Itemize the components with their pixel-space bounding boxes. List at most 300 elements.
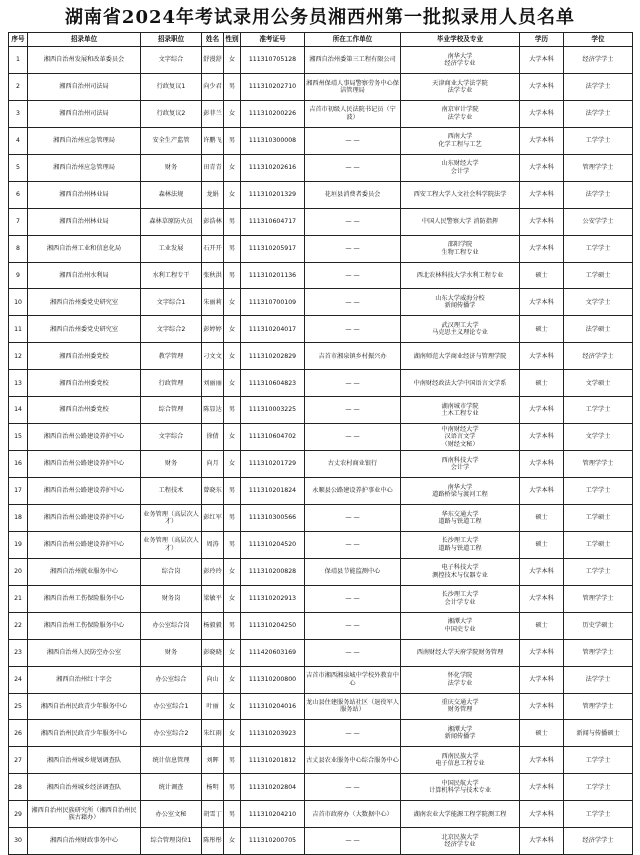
recruiting-unit-cell: 湘西自治州水利局 [28,262,141,289]
position-cell: 行政管理 [141,370,202,397]
row-number-cell: 10 [9,289,28,316]
current-employer-cell: — — [305,316,401,343]
recruiting-unit-cell: 湘西自治州红十字会 [28,666,141,693]
ticket-number-cell: 111310202710 [241,73,305,100]
school-and-major-cell: 华东交通大学 道路与铁道工程 [401,504,520,531]
header-cell: 招录单位 [28,33,141,47]
recruiting-unit-cell: 湘西自治州公路建设养护中心 [28,478,141,505]
row-number-cell: 7 [9,208,28,235]
current-employer-cell: 吉首市湘西湘泉城中学校外教育中心 [305,666,401,693]
position-cell: 文字综合1 [141,289,202,316]
row-number-cell: 24 [9,666,28,693]
school-and-major-cell: 中南财经政法大学中国语言文学系 [401,370,520,397]
row-number-cell: 9 [9,262,28,289]
position-cell: 行政复议1 [141,73,202,100]
ticket-number-cell: 111310202829 [241,343,305,370]
gender-cell: 男 [224,801,241,828]
table-row [9,127,633,154]
header-cell: 姓名 [202,33,224,47]
name-cell: 石开开 [202,235,224,262]
name-cell: 周涛 [202,531,224,558]
current-employer-cell: — — [305,531,401,558]
name-cell: 龙娟 [202,181,224,208]
row-number-cell: 29 [9,801,28,828]
ticket-number-cell: 111310202616 [241,154,305,181]
gender-cell: 男 [224,504,241,531]
degree-cell: 工学学士 [564,558,633,585]
ticket-number-cell: 111310201824 [241,478,305,505]
recruiting-unit-cell: 湘西自治州林业局 [28,181,141,208]
school-and-major-cell: 北京民族大学 经济学专业 [401,828,520,855]
ticket-number-cell: 111310201812 [241,747,305,774]
school-and-major-cell: 西南科技大学 会计学 [401,451,520,478]
recruiting-unit-cell: 湘西自治州民政青少年服务中心 [28,720,141,747]
position-cell: 办公室综合岗 [141,612,202,639]
current-employer-cell: — — [305,612,401,639]
current-employer-cell: — — [305,262,401,289]
position-cell: 行政复议2 [141,100,202,127]
education-cell: 大学本科 [520,424,564,451]
school-and-major-cell: 西南财经大学天府学院财务管理 [401,639,520,666]
education-cell: 大学本科 [520,154,564,181]
recruiting-unit-cell: 湘西自治州委党校 [28,397,141,424]
gender-cell: 男 [224,208,241,235]
education-cell: 硕士 [520,316,564,343]
degree-cell: 公安学学士 [564,208,633,235]
ticket-number-cell: 111310700109 [241,289,305,316]
row-number-cell: 14 [9,397,28,424]
header-cell: 序号 [9,33,28,47]
education-cell: 大学本科 [520,801,564,828]
name-cell: 刁文文 [202,343,224,370]
recruiting-unit-cell: 湘西自治州应急管理局 [28,154,141,181]
table-row [9,504,633,531]
name-cell: 向少君 [202,73,224,100]
school-and-major-cell: 西南大学 化学工程与工艺 [401,127,520,154]
school-and-major-cell: 西北农林科技大学水利工程专业 [401,262,520,289]
school-and-major-cell: 武汉理工大学 马克思主义理论专业 [401,316,520,343]
table-row [9,424,633,451]
name-cell: 梁敏平 [202,585,224,612]
ticket-number-cell: 111310203923 [241,720,305,747]
current-employer-cell: 吉首市初级人民法院书记员（宁波） [305,100,401,127]
position-cell: 森林草原防火员 [141,208,202,235]
degree-cell: 工学学士 [564,774,633,801]
header-cell: 性别 [224,33,241,47]
position-cell: 文字综合2 [141,316,202,343]
ticket-number-cell: 111310205917 [241,235,305,262]
gender-cell: 男 [224,235,241,262]
ticket-number-cell: 111310204016 [241,693,305,720]
degree-cell: 经济学学士 [564,343,633,370]
recruiting-unit-cell: 湘西自治州公路建设养护中心 [28,504,141,531]
recruiting-unit-cell: 湘西自治州城乡规划调查队 [28,747,141,774]
table-row [9,558,633,585]
degree-cell: 经济学学士 [564,828,633,855]
current-employer-cell: — — [305,504,401,531]
ticket-number-cell: 111310200828 [241,558,305,585]
row-number-cell: 15 [9,424,28,451]
school-and-major-cell: 湖南师范大学商业经济与管理学院 [401,343,520,370]
header-cell: 毕业学校及专业 [401,33,520,47]
gender-cell: 男 [224,612,241,639]
degree-cell: 工学学士 [564,397,633,424]
current-employer-cell: — — [305,424,401,451]
education-cell: 硕士 [520,531,564,558]
school-and-major-cell: 中南财经大学 汉语言文学 （财经文秘） [401,424,520,451]
row-number-cell: 16 [9,451,28,478]
ticket-number-cell: 111310300008 [241,127,305,154]
current-employer-cell: — — [305,720,401,747]
education-cell: 大学本科 [520,478,564,505]
school-and-major-cell: 邵阳学院 生物工程专业 [401,235,520,262]
current-employer-cell: 保靖县节能监测中心 [305,558,401,585]
gender-cell: 女 [224,666,241,693]
table-row [9,73,633,100]
gender-cell: 女 [224,316,241,343]
name-cell: 叶丽 [202,693,224,720]
recruiting-unit-cell: 湘西自治州工伤保险服务中心 [28,612,141,639]
gender-cell: 女 [224,720,241,747]
education-cell: 大学本科 [520,343,564,370]
gender-cell: 男 [224,397,241,424]
ticket-number-cell: 111310604717 [241,208,305,235]
row-number-cell: 13 [9,370,28,397]
current-employer-cell: — — [305,208,401,235]
position-cell: 办公室综合2 [141,720,202,747]
gender-cell: 女 [224,343,241,370]
name-cell: 彭玲玲 [202,558,224,585]
degree-cell: 管理学学士 [564,585,633,612]
name-cell: 向山 [202,666,224,693]
name-cell: 徐倩 [202,424,224,451]
school-and-major-cell: 湖南城市学院 土木工程专业 [401,397,520,424]
row-number-cell: 30 [9,828,28,855]
ticket-number-cell: 111310604823 [241,370,305,397]
school-and-major-cell: 南华大学 道路桥梁与渡河工程 [401,478,520,505]
degree-cell: 历史学硕士 [564,612,633,639]
row-number-cell: 25 [9,693,28,720]
gender-cell: 女 [224,828,241,855]
row-number-cell: 2 [9,73,28,100]
row-number-cell: 8 [9,235,28,262]
ticket-number-cell: 111310200800 [241,666,305,693]
header-cell: 所在工作单位 [305,33,401,47]
ticket-number-cell: 111310200705 [241,828,305,855]
current-employer-cell: 龙山县住建服务站社区（退役军人服务站） [305,693,401,720]
table-row [9,693,633,720]
table-row [9,531,633,558]
ticket-number-cell: 111310204210 [241,801,305,828]
school-and-major-cell: 南华大学 经济学专业 [401,47,520,74]
position-cell: 工程技术 [141,478,202,505]
current-employer-cell: — — [305,235,401,262]
position-cell: 安全生产监管 [141,127,202,154]
school-and-major-cell: 山东财经大学 会计学 [401,154,520,181]
gender-cell: 女 [224,181,241,208]
education-cell: 硕士 [520,370,564,397]
position-cell: 办公室综合 [141,666,202,693]
gender-cell: 女 [224,585,241,612]
position-cell: 业务管理（高层次人才） [141,531,202,558]
degree-cell: 新闻与传播硕士 [564,720,633,747]
recruiting-unit-cell: 湘西自治州民政青少年服务中心 [28,693,141,720]
degree-cell: 管理学学士 [564,154,633,181]
position-cell: 工业发展 [141,235,202,262]
ticket-number-cell: 111310200226 [241,100,305,127]
degree-cell: 管理学学士 [564,693,633,720]
ticket-number-cell: 111310201329 [241,181,305,208]
current-employer-cell: 古丈县农业服务中心综合服务中心 [305,747,401,774]
degree-cell: 法学硕士 [564,316,633,343]
school-and-major-cell: 怀化学院 法学专业 [401,666,520,693]
position-cell: 办公室综合1 [141,693,202,720]
education-cell: 大学本科 [520,289,564,316]
recruiting-unit-cell: 湘西自治州委党校 [28,370,141,397]
name-cell: 朱红雨 [202,720,224,747]
recruiting-unit-cell: 湘西自治州就业服务中心 [28,558,141,585]
current-employer-cell: 湘西自治州委第三工程有限公司 [305,47,401,74]
education-cell: 大学本科 [520,397,564,424]
education-cell: 大学本科 [520,181,564,208]
education-cell: 大学本科 [520,828,564,855]
recruiting-unit-cell: 湘西自治州林业局 [28,208,141,235]
current-employer-cell: — — [305,289,401,316]
table-row [9,262,633,289]
table-row [9,666,633,693]
name-cell: 彭浩林 [202,208,224,235]
current-employer-cell: — — [305,127,401,154]
row-number-cell: 3 [9,100,28,127]
degree-cell: 文学学士 [564,424,633,451]
recruiting-unit-cell: 湘西自治州民族研究所（湘西自治州民族古籍办） [28,801,141,828]
table-row [9,720,633,747]
recruiting-unit-cell: 湘西自治州委党校 [28,343,141,370]
gender-cell: 男 [224,478,241,505]
row-number-cell: 23 [9,639,28,666]
gender-cell: 女 [224,289,241,316]
recruiting-unit-cell: 湘西自治州应急管理局 [28,127,141,154]
gender-cell: 男 [224,531,241,558]
name-cell: 曾晓东 [202,478,224,505]
name-cell: 彭红军 [202,504,224,531]
gender-cell: 男 [224,127,241,154]
position-cell: 综合管理 [141,397,202,424]
school-and-major-cell: 长沙理工大学 道路与铁道工程 [401,531,520,558]
degree-cell: 工学硕士 [564,262,633,289]
table-row [9,154,633,181]
header-row [9,33,633,47]
recruiting-unit-cell: 湘西自治州工业和信息化局 [28,235,141,262]
table-row [9,316,633,343]
education-cell: 大学本科 [520,747,564,774]
position-cell: 财务 [141,639,202,666]
header-cell: 学历 [520,33,564,47]
ticket-number-cell: 111310202804 [241,774,305,801]
header-cell: 学位 [564,33,633,47]
recruiting-unit-cell: 湘西自治州工伤保险服务中心 [28,585,141,612]
recruiting-unit-cell: 湘西自治州公路建设养护中心 [28,451,141,478]
current-employer-cell: — — [305,774,401,801]
name-cell: 彭晓晓 [202,639,224,666]
row-number-cell: 5 [9,154,28,181]
education-cell: 硕士 [520,720,564,747]
gender-cell: 女 [224,154,241,181]
education-cell: 大学本科 [520,451,564,478]
school-and-major-cell: 山东大学威海分校 新闻传播学 [401,289,520,316]
name-cell: 杨明 [202,774,224,801]
gender-cell: 男 [224,73,241,100]
current-employer-cell: 吉首市湘泉镇乡村振兴办 [305,343,401,370]
education-cell: 大学本科 [520,127,564,154]
gender-cell: 女 [224,370,241,397]
header-cell: 准考证号 [241,33,305,47]
gender-cell: 男 [224,747,241,774]
ticket-number-cell: 111420603169 [241,639,305,666]
current-employer-cell: 花垣县消费者委员会 [305,181,401,208]
ticket-number-cell: 111310204017 [241,316,305,343]
ticket-number-cell: 111310003225 [241,397,305,424]
current-employer-cell: 古丈农村商业银行 [305,451,401,478]
education-cell: 大学本科 [520,235,564,262]
name-cell: 田青青 [202,154,224,181]
position-cell: 办公室文秘 [141,801,202,828]
table-row [9,235,633,262]
table-row [9,47,633,74]
ticket-number-cell: 111310202913 [241,585,305,612]
current-employer-cell: — — [305,397,401,424]
table-row [9,747,633,774]
school-and-major-cell: 中国人民警察大学 消防指挥 [401,208,520,235]
name-cell: 陈彤彤 [202,828,224,855]
table-body [9,47,633,855]
recruiting-unit-cell: 湘西自治州公路建设养护中心 [28,424,141,451]
name-cell: 舒漫舒 [202,47,224,74]
ticket-number-cell: 111310300566 [241,504,305,531]
position-cell: 统计信息管理 [141,747,202,774]
position-cell: 财务 [141,451,202,478]
education-cell: 大学本科 [520,73,564,100]
degree-cell: 工学学士 [564,127,633,154]
table-row [9,289,633,316]
recruiting-unit-cell: 湘西自治州司法局 [28,100,141,127]
row-number-cell: 20 [9,558,28,585]
education-cell: 大学本科 [520,558,564,585]
table-row [9,612,633,639]
degree-cell: 法学学士 [564,73,633,100]
name-cell: 张秋洪 [202,262,224,289]
education-cell: 大学本科 [520,774,564,801]
row-number-cell: 19 [9,531,28,558]
position-cell: 综合岗 [141,558,202,585]
ticket-number-cell: 111310201729 [241,451,305,478]
recruiting-unit-cell: 湘西自治州城乡经济调查队 [28,774,141,801]
table-row [9,100,633,127]
name-cell: 彭菲兰 [202,100,224,127]
row-number-cell: 28 [9,774,28,801]
gender-cell: 男 [224,262,241,289]
degree-cell: 管理学学士 [564,639,633,666]
school-and-major-cell: 长沙理工大学 会计学专业 [401,585,520,612]
name-cell: 朱丽莉 [202,289,224,316]
school-and-major-cell: 西安工程大学人文社会科学院法学 [401,181,520,208]
education-cell: 硕士 [520,262,564,289]
school-and-major-cell: 湘潭大学 新闻传播学 [401,720,520,747]
row-number-cell: 27 [9,747,28,774]
name-cell: 彭婷婷 [202,316,224,343]
degree-cell: 工学学士 [564,235,633,262]
ticket-number-cell: 111310201136 [241,262,305,289]
row-number-cell: 1 [9,47,28,74]
position-cell: 教学管理 [141,343,202,370]
row-number-cell: 6 [9,181,28,208]
school-and-major-cell: 电子科技大学 测控技术与仪器专业 [401,558,520,585]
gender-cell: 女 [224,424,241,451]
table-row [9,451,633,478]
name-cell: 胡雪丁 [202,801,224,828]
education-cell: 大学本科 [520,208,564,235]
recruiting-unit-cell: 湘西自治州发展和改革委员会 [28,47,141,74]
degree-cell: 经济学学士 [564,47,633,74]
current-employer-cell: — — [305,828,401,855]
table-row [9,397,633,424]
degree-cell: 文学学士 [564,289,633,316]
row-number-cell: 12 [9,343,28,370]
current-employer-cell: — — [305,154,401,181]
row-number-cell: 26 [9,720,28,747]
row-number-cell: 17 [9,478,28,505]
education-cell: 硕士 [520,612,564,639]
table-row [9,370,633,397]
degree-cell: 管理学学士 [564,451,633,478]
current-employer-cell: — — [305,585,401,612]
education-cell: 大学本科 [520,100,564,127]
table-row [9,639,633,666]
table-row [9,478,633,505]
school-and-major-cell: 西南民族大学 电子信息工程专业 [401,747,520,774]
degree-cell: 工学硕士 [564,504,633,531]
position-cell: 森林法规 [141,181,202,208]
education-cell: 硕士 [520,504,564,531]
name-cell: 陈显达 [202,397,224,424]
ticket-number-cell: 111310604702 [241,424,305,451]
name-cell: 许鹏飞 [202,127,224,154]
school-and-major-cell: 中国民航大学 计算机科学与技术专业 [401,774,520,801]
table-row [9,801,633,828]
degree-cell: 法学学士 [564,181,633,208]
education-cell: 大学本科 [520,639,564,666]
ticket-number-cell: 111310204250 [241,612,305,639]
name-cell: 杨毅毅 [202,612,224,639]
current-employer-cell: 吉首市政府办（大数据中心） [305,801,401,828]
degree-cell: 工学学士 [564,747,633,774]
row-number-cell: 11 [9,316,28,343]
school-and-major-cell: 南京审计学院 法学专业 [401,100,520,127]
gender-cell: 女 [224,693,241,720]
degree-cell: 法学学士 [564,666,633,693]
recruiting-unit-cell: 湘西自治州委党史研究室 [28,289,141,316]
education-cell: 大学本科 [520,47,564,74]
current-employer-cell: — — [305,370,401,397]
gender-cell: 女 [224,558,241,585]
name-cell: 向月 [202,451,224,478]
recruiting-unit-cell: 湘西自治州公路建设养护中心 [28,531,141,558]
position-cell: 文字综合 [141,424,202,451]
candidate-table [8,32,633,855]
school-and-major-cell: 湘潭大学 中国史专业 [401,612,520,639]
school-and-major-cell: 湖南农业大学能源工程学院测工程 [401,801,520,828]
table-row [9,343,633,370]
